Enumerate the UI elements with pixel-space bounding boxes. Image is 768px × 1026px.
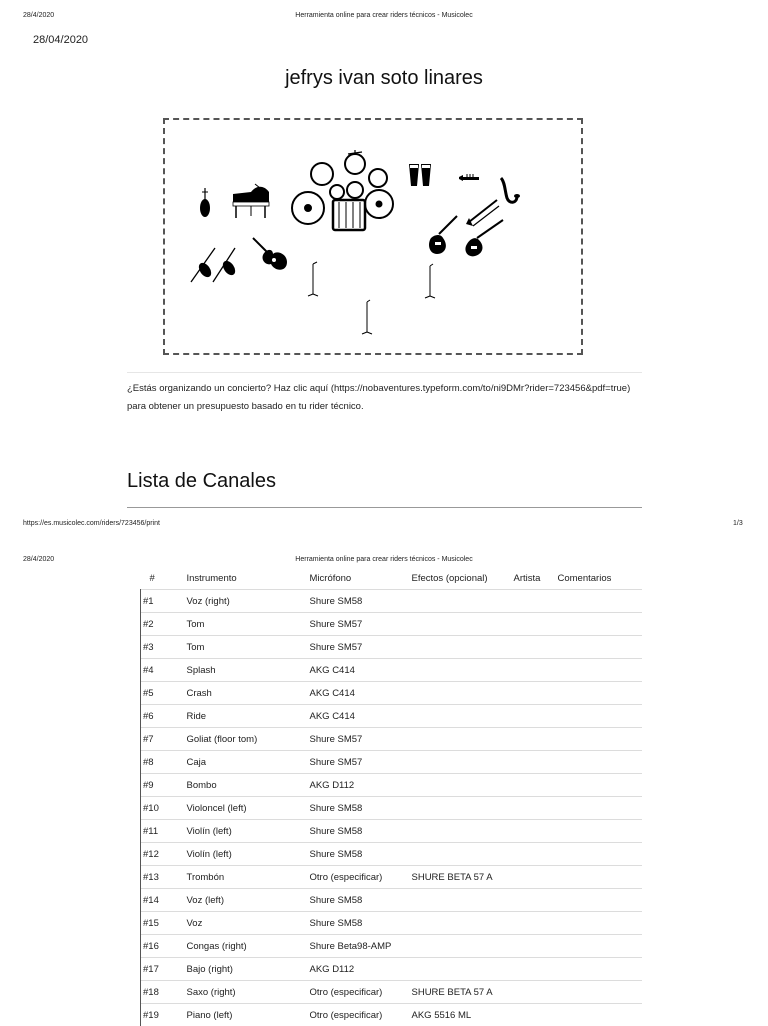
channel-artist [514,866,558,889]
channel-number: #1 [141,590,187,613]
divider [127,372,642,373]
channel-number: #8 [141,751,187,774]
channel-number: #9 [141,774,187,797]
channel-number: #3 [141,636,187,659]
channel-effects [412,705,514,728]
table-header-row [141,567,643,590]
table-row [141,820,643,843]
channel-instrument: Saxo (right) [187,981,310,1004]
channel-comments [558,728,643,751]
channel-effects [412,751,514,774]
saxophone-icon [501,178,520,202]
channel-list-table [140,567,642,1026]
channel-instrument: Violín (left) [187,820,310,843]
col-header-comments: Comentarios [558,567,643,590]
channel-artist [514,820,558,843]
quote-promo-text[interactable]: ¿Estás organizando un concierto? Haz clic aquí (https://nobaventures.typeform.com/to/ni9DMr?rider=723456&pdf=true) para obtener un presupuesto basado en tu rider técnico. [127,380,647,416]
channel-effects [412,935,514,958]
channel-microphone: Shure SM58 [310,797,412,820]
cello-icon [200,188,210,217]
channel-effects [412,820,514,843]
table-row [141,590,643,613]
channel-artist [514,935,558,958]
channel-artist [514,797,558,820]
channel-comments [558,866,643,889]
channel-number: #14 [141,889,187,912]
channel-comments [558,636,643,659]
channel-artist [514,682,558,705]
channel-effects [412,843,514,866]
table-row [141,659,643,682]
channel-artist [514,1004,558,1026]
table-row [141,1004,643,1026]
table-row [141,636,643,659]
electric-guitar-icon [429,216,457,254]
channel-comments [558,958,643,981]
print-header-title: Herramienta online para crear riders técnicos - Musicolec [0,12,768,19]
channel-microphone: Shure SM57 [310,613,412,636]
table-row [141,912,643,935]
channel-instrument: Splash [187,659,310,682]
channel-microphone: Otro (especificar) [310,981,412,1004]
channel-artist [514,705,558,728]
trumpet-icon [459,174,479,181]
channel-instrument: Voz [187,912,310,935]
channel-comments [558,774,643,797]
table-row [141,935,643,958]
channel-instrument: Tom [187,613,310,636]
channel-microphone: AKG C414 [310,705,412,728]
channel-number: #16 [141,935,187,958]
col-header-microphone: Micrófono [310,567,412,590]
channel-instrument: Crash [187,682,310,705]
channel-effects [412,613,514,636]
channel-number: #4 [141,659,187,682]
channel-instrument: Violoncel (left) [187,797,310,820]
channel-microphone: AKG C414 [310,682,412,705]
print-header-date-p2: 28/4/2020 [23,556,54,563]
channel-instrument: Voz (left) [187,889,310,912]
channel-effects [412,636,514,659]
channel-number: #18 [141,981,187,1004]
channel-effects: SHURE BETA 57 A [412,866,514,889]
channel-artist [514,912,558,935]
channel-microphone: Shure SM58 [310,590,412,613]
channel-microphone: Shure SM58 [310,820,412,843]
channel-artist [514,981,558,1004]
channel-comments [558,705,643,728]
channel-instrument: Bombo [187,774,310,797]
section-title: Lista de Canales [127,470,276,493]
channel-artist [514,636,558,659]
trombone-icon [466,200,499,226]
channel-effects [412,682,514,705]
channel-number: #15 [141,912,187,935]
col-header-instrument: Instrumento [187,567,310,590]
channel-instrument: Goliat (floor tom) [187,728,310,751]
channel-comments [558,659,643,682]
channel-artist [514,728,558,751]
print-footer-page: 1/3 [733,520,743,527]
channel-comments [558,613,643,636]
channel-microphone: Shure Beta98-AMP [310,935,412,958]
channel-comments [558,889,643,912]
channel-effects [412,889,514,912]
channel-effects [412,728,514,751]
channel-number: #5 [141,682,187,705]
section-divider [127,507,642,508]
channel-microphone: Shure SM57 [310,636,412,659]
col-header-artist: Artista [514,567,558,590]
channel-microphone: AKG D112 [310,958,412,981]
channel-number: #7 [141,728,187,751]
channel-instrument: Tom [187,636,310,659]
table-row [141,774,643,797]
channel-microphone: Otro (especificar) [310,866,412,889]
channel-instrument: Violín (left) [187,843,310,866]
channel-comments [558,820,643,843]
mic-stand-icon [308,262,435,334]
channel-number: #19 [141,1004,187,1026]
channel-microphone: Shure SM58 [310,912,412,935]
channel-microphone: AKG D112 [310,774,412,797]
rider-date: 28/04/2020 [33,34,88,46]
channel-microphone: Shure SM58 [310,889,412,912]
channel-number: #12 [141,843,187,866]
channel-number: #17 [141,958,187,981]
channel-comments [558,590,643,613]
channel-instrument: Bajo (right) [187,958,310,981]
table-row [141,958,643,981]
channel-artist [514,843,558,866]
print-footer-url: https://es.musicolec.com/riders/723456/print [23,520,160,527]
channel-effects: AKG 5516 ML [412,1004,514,1026]
channel-microphone: Shure SM57 [310,728,412,751]
channel-number: #2 [141,613,187,636]
channel-artist [514,590,558,613]
print-header-title-p2: Herramienta online para crear riders técnicos - Musicolec [0,556,768,563]
table-row [141,682,643,705]
channel-effects [412,958,514,981]
channel-comments [558,682,643,705]
channel-instrument: Ride [187,705,310,728]
channel-comments [558,843,643,866]
artist-name: jefrys ivan soto linares [0,67,768,90]
channel-artist [514,751,558,774]
table-row [141,981,643,1004]
channel-effects [412,659,514,682]
grand-piano-icon [233,184,269,218]
stage-plot [163,118,583,355]
channel-comments [558,935,643,958]
congas-icon [409,164,431,186]
table-row [141,843,643,866]
channel-number: #11 [141,820,187,843]
table-row [141,613,643,636]
channel-microphone: Otro (especificar) [310,1004,412,1026]
table-row [141,728,643,751]
channel-artist [514,613,558,636]
acoustic-guitar-icon [253,238,287,270]
col-header-effects: Efectos (opcional) [412,567,514,590]
violins-icon [191,248,238,282]
channel-artist [514,958,558,981]
channel-effects: SHURE BETA 57 A [412,981,514,1004]
channel-instrument: Caja [187,751,310,774]
channel-instrument: Trombón [187,866,310,889]
channel-artist [514,659,558,682]
print-header-date: 28/4/2020 [23,12,54,19]
channel-microphone: Shure SM57 [310,751,412,774]
channel-effects [412,797,514,820]
channel-instrument: Piano (left) [187,1004,310,1026]
channel-artist [514,774,558,797]
table-row [141,889,643,912]
channel-number: #13 [141,866,187,889]
channel-microphone: AKG C414 [310,659,412,682]
channel-comments [558,912,643,935]
channel-microphone: Shure SM58 [310,843,412,866]
channel-comments [558,751,643,774]
channel-comments [558,797,643,820]
channel-instrument: Voz (right) [187,590,310,613]
channel-comments [558,1004,643,1026]
channel-effects [412,774,514,797]
channel-comments [558,981,643,1004]
channel-artist [514,889,558,912]
channel-instrument: Congas (right) [187,935,310,958]
drum-kit-icon [292,150,393,230]
table-row [141,751,643,774]
table-row [141,866,643,889]
channel-effects [412,590,514,613]
col-header-number: # [141,567,187,590]
channel-effects [412,912,514,935]
channel-number: #6 [141,705,187,728]
table-row [141,797,643,820]
table-row [141,705,643,728]
channel-number: #10 [141,797,187,820]
